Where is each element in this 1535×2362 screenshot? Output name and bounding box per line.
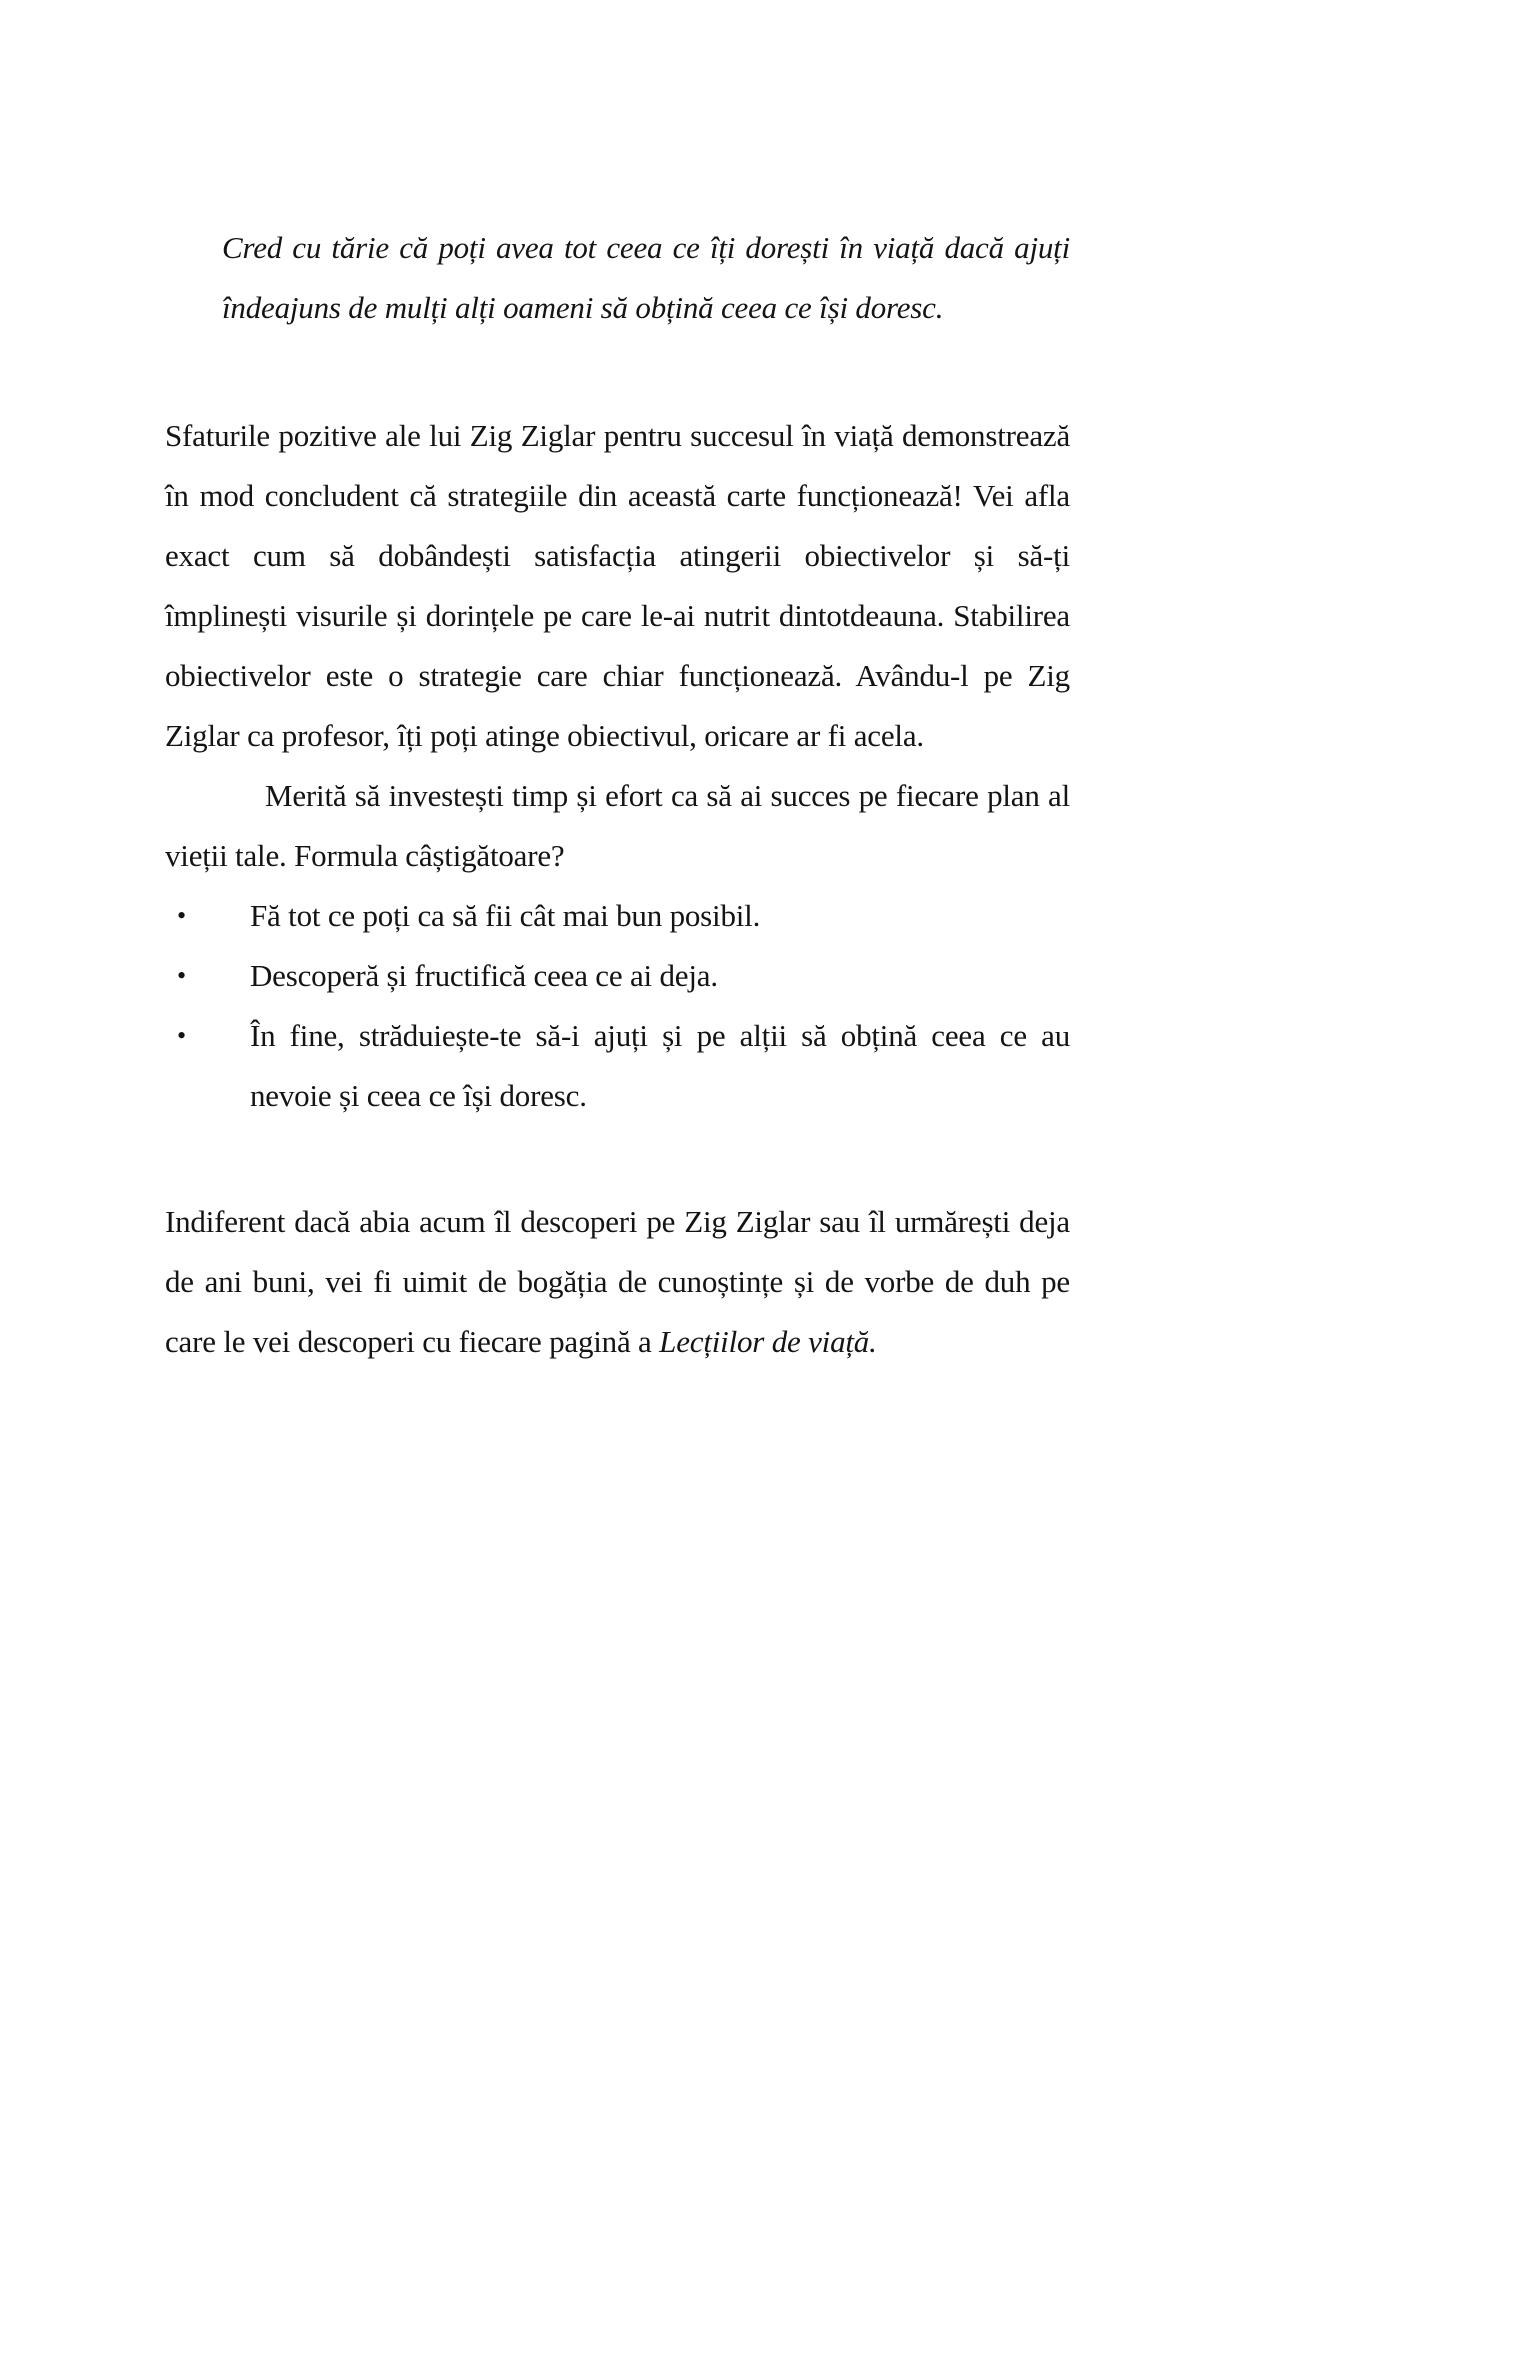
list-item-text: Descoperă și fructifică ceea ce ai deja.: [250, 958, 718, 993]
bullet-icon: •: [177, 1021, 186, 1050]
paragraph-closing: [165, 1192, 1070, 1372]
paragraph-formula: Merită să investești timp și efort ca să ai succes pe fiecare plan al vieții tale. Formula câștigătoare?: [165, 778, 1070, 873]
book-title: Lecțiilor de viață.: [659, 1324, 877, 1359]
list-item-text: În fine, străduiește-te să-i ajuți și pe alții să obțină ceea ce au nevoie și ceea ce își doresc.: [250, 1018, 1070, 1113]
bullet-icon: •: [177, 901, 186, 930]
list-item: [165, 1006, 1070, 1126]
epigraph: Cred cu tărie că poți avea tot ceea ce îți dorești în viață dacă ajuți îndeajuns de mulți alți oameni să obțină ceea ce își doresc.: [222, 230, 1070, 325]
list-item: [165, 886, 1070, 946]
text-column: [165, 218, 1070, 1372]
paragraph-closing-text: Indiferent dacă abia acum îl descoperi pe Zig Ziglar sau îl urmărești deja de ani buni, vei fi uimit de bogăția de cunoștințe și de vorbe de duh pe care le vei descoperi cu fiecare pagină a: [165, 1204, 1070, 1359]
bullet-list: [165, 886, 1070, 1126]
list-item: [165, 946, 1070, 1006]
paragraph-intro: Sfaturile pozitive ale lui Zig Ziglar pentru succesul în viață demonstrează în mod concludent că strategiile din această carte funcționează! Vei afla exact cum să dobândești satisfacția atingerii obiectivelor și să-ți împlinești visurile și dorințele pe care le-ai nutrit dintotdeauna. Stabilirea obiectivelor este o strategie care chiar funcționează. Avându-l pe Zig Ziglar ca profesor, îți poți atinge obiectivul, oricare ar fi acela.: [165, 418, 1070, 753]
bullet-icon: •: [177, 961, 186, 990]
list-item-text: Fă tot ce poți ca să fii cât mai bun posibil.: [250, 898, 761, 933]
